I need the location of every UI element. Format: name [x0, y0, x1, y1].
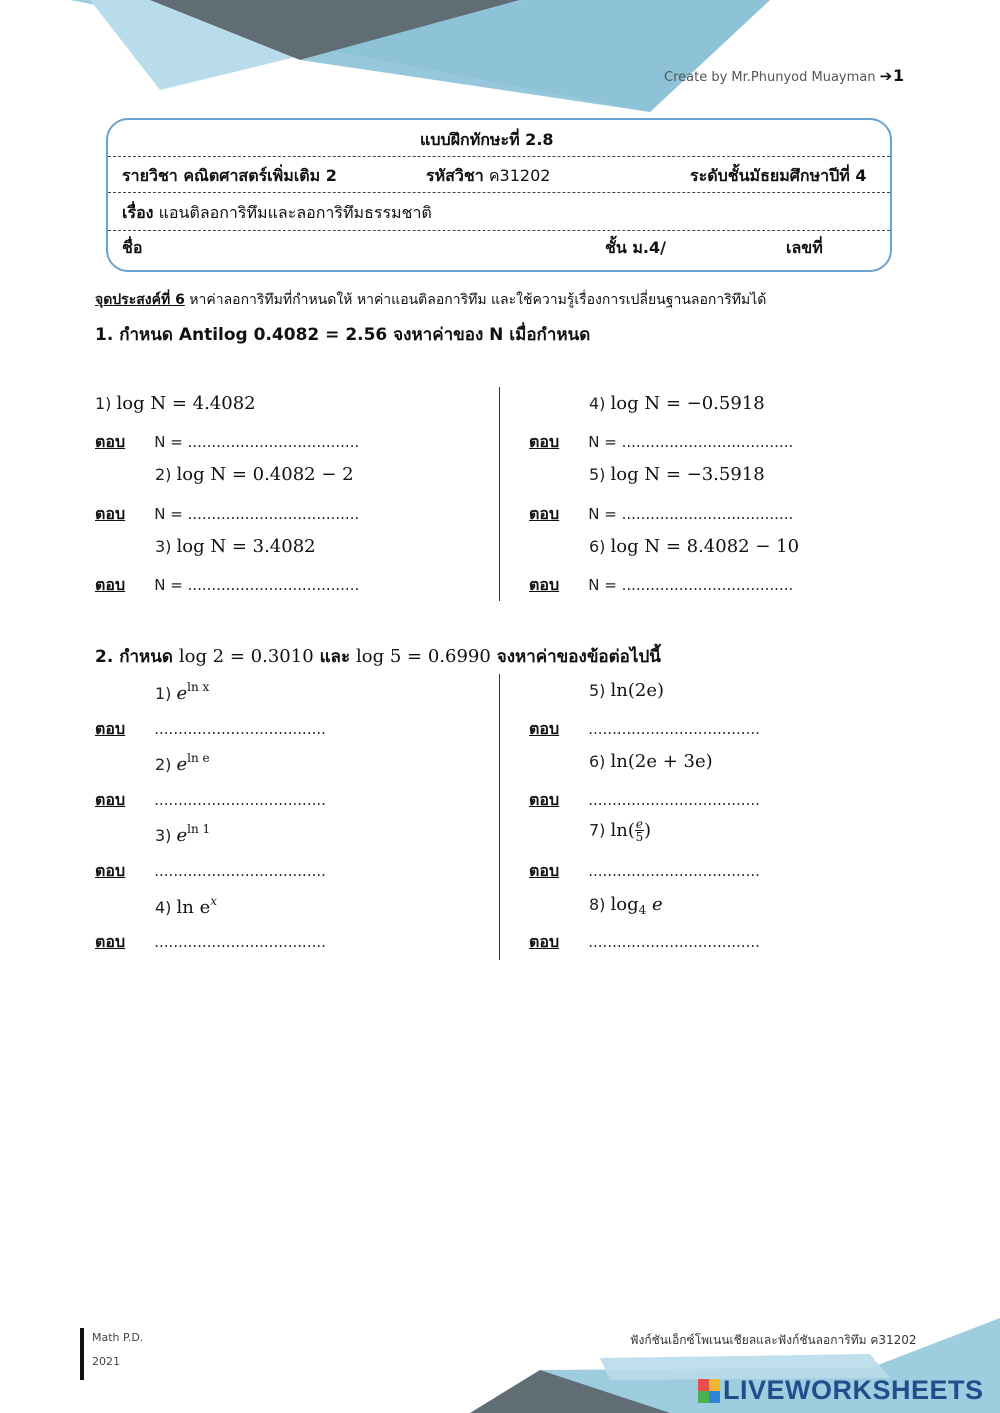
s1-q2-expr: log N = 0.4082 − 2	[176, 464, 354, 485]
number-label: เลขที่	[786, 238, 823, 257]
s1-a4-blank[interactable]: N = ....................................	[588, 433, 794, 451]
s2-a8: ตอบ ....................................	[529, 932, 760, 951]
s2-a1: ตอบ ....................................	[95, 719, 326, 738]
worksheet-title: แบบฝึกทักษะที่ 2.8	[420, 130, 554, 149]
s1-q3: 3) log N = 3.4082	[155, 536, 316, 557]
s1-q6-expr: log N = 8.4082 − 10	[610, 536, 800, 557]
s2-q5: 5) ln(2e)	[589, 680, 665, 701]
topic-value: แอนติลอการิทึมและลอการิทึมธรรมชาติ	[158, 203, 432, 222]
s2-a3: ตอบ ....................................	[95, 861, 326, 880]
s1-a1: ตอบ N = ....................................	[95, 432, 360, 451]
watermark	[698, 1375, 984, 1406]
section1-divider	[499, 387, 500, 601]
given-log2: log 2 = 0.3010	[178, 646, 314, 667]
s2-a2: ตอบ ....................................	[95, 790, 326, 809]
s1-a2-blank[interactable]: N = ....................................	[154, 505, 360, 523]
s2-a8-blank[interactable]: ....................................	[588, 933, 760, 951]
s1-q5-expr: log N = −3.5918	[610, 464, 765, 485]
s2-q7: 7) ln( $\frac{e}{5}$ )	[589, 817, 652, 844]
s2-q6: 6) ln(2e + 3e)	[589, 751, 713, 772]
section2-divider	[499, 674, 500, 960]
s1-a3-blank[interactable]: N = ....................................	[154, 576, 360, 594]
s2-a3-blank[interactable]: ....................................	[154, 862, 326, 880]
s2-a2-blank[interactable]: ....................................	[154, 791, 326, 809]
s1-q2: 2) log N = 0.4082 − 2	[155, 464, 354, 485]
topic	[122, 201, 432, 226]
grade-level: ระดับชั้นมัธยมศึกษาปีที่ 4	[690, 166, 867, 185]
s1-q3-expr: log N = 3.4082	[176, 536, 316, 557]
s2-a4-blank[interactable]: ....................................	[154, 933, 326, 951]
top-banner	[0, 0, 1000, 115]
s2-a7-blank[interactable]: ....................................	[588, 862, 760, 880]
credit-text: Create by Mr.Phunyod Muayman	[664, 70, 876, 85]
s1-a5-blank[interactable]: N = ....................................	[588, 505, 794, 523]
s2-a7: ตอบ ....................................	[529, 861, 760, 880]
page-number: 1	[893, 66, 905, 85]
s2-a6-blank[interactable]: ....................................	[588, 791, 760, 809]
s1-a5: ตอบ N = ....................................	[529, 504, 794, 523]
s1-q4: 4) log N = −0.5918	[589, 393, 765, 414]
code-label: รหัสวิชา	[426, 166, 484, 185]
s2-q4: 4) $\ln e^x$	[155, 894, 218, 918]
footer-bar	[80, 1328, 84, 1380]
s1-a3: ตอบ N = ....................................	[95, 575, 360, 594]
footer-left-line1: Math P.D.	[92, 1331, 144, 1344]
given-log5: log 5 = 0.6990	[356, 646, 491, 667]
info-box	[106, 118, 892, 272]
s1-a6: ตอบ N = ....................................	[529, 575, 794, 594]
objective	[95, 289, 766, 311]
liveworksheets-logo-icon	[698, 1379, 720, 1403]
subject-code	[426, 164, 550, 189]
s2-a6: ตอบ ....................................	[529, 790, 760, 809]
footer-right-text: ฟังก์ชันเอ็กซ์โพเนนเชียลและฟังก์ชันลอการิทึม ค31202	[630, 1333, 917, 1347]
fraction: $\frac{e}{5}$	[635, 817, 644, 844]
arrow-icon: ➔	[879, 67, 893, 85]
subject-label: รายวิชา คณิตศาสตร์เพิ่มเติม 2	[122, 166, 337, 185]
objective-text: หาค่าลอการิทึมที่กำหนดให้ หาค่าแอนติลอการิทึม และใช้ความรู้เรื่องการเปลี่ยนฐานลอการิทึมได้	[189, 292, 767, 308]
s1-q5: 5) log N = −3.5918	[589, 464, 765, 485]
header-credit	[664, 67, 892, 85]
s1-q1-expr: log N = 4.4082	[116, 393, 256, 414]
s1-q4-expr: log N = −0.5918	[610, 393, 765, 414]
s1-q6: 6) log N = 8.4082 − 10	[589, 536, 800, 557]
s1-q1: 1) log N = 4.4082	[95, 393, 256, 414]
class-label: ชั้น ม.4/	[605, 238, 666, 257]
s1-a6-blank[interactable]: N = ....................................	[588, 576, 794, 594]
section1-heading: 1. กำหนด Antilog 0.4082 = 2.56 จงหาค่าของ N เมื่อกำหนด	[95, 325, 591, 345]
s2-q1: 1) $e^{ln x}$	[155, 680, 210, 704]
s1-a2: ตอบ N = ....................................	[95, 504, 360, 523]
section2-heading: 2. กำหนด log 2 = 0.3010 และ log 5 = 0.6990 จงหาค่าของข้อต่อไปนี้	[95, 646, 661, 667]
s1-a1-blank[interactable]: N = ....................................	[154, 433, 360, 451]
name-label: ชื่อ	[122, 238, 143, 257]
objective-label: จุดประสงค์ที่ 6	[95, 292, 185, 308]
s2-a5: ตอบ ....................................	[529, 719, 760, 738]
code-value: ค31202	[488, 166, 551, 185]
footer-left-line2: 2021	[92, 1355, 120, 1368]
s2-q8: 8) $\log_4 e$	[589, 894, 663, 917]
s2-q3: 3) $e^{ln 1}$	[155, 822, 211, 846]
s1-a4: ตอบ N = ....................................	[529, 432, 794, 451]
watermark-text: LIVEWORKSHEETS	[723, 1375, 984, 1405]
s2-q2: 2) $e^{ln e}$	[155, 751, 210, 775]
topic-label: เรื่อง	[122, 203, 154, 222]
s2-a4: ตอบ ....................................	[95, 932, 326, 951]
s2-a5-blank[interactable]: ....................................	[588, 720, 760, 738]
s2-a1-blank[interactable]: ....................................	[154, 720, 326, 738]
